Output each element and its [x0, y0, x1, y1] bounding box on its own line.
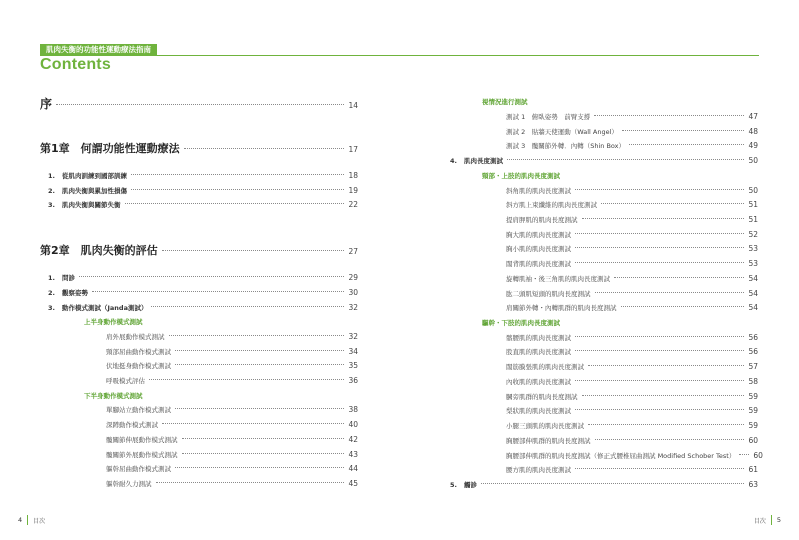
toc-entry-label: 觀察姿勢 — [62, 289, 88, 297]
toc-leader-dots — [182, 438, 345, 439]
toc-entry-label: 斜方肌上束纖維的肌肉長度測試 — [506, 201, 597, 209]
header-rule — [40, 55, 759, 56]
toc-entry-cat — [482, 97, 758, 106]
toc-entry-page: 27 — [348, 247, 358, 256]
toc-leader-dots — [131, 189, 344, 190]
toc-leader-dots — [739, 454, 749, 455]
toc-entry-number: 1. — [48, 172, 55, 180]
toc-entry-page: 32 — [348, 332, 358, 341]
toc-entry-page: 51 — [748, 200, 758, 209]
toc-entry-sec — [48, 186, 358, 195]
toc-leader-dots — [575, 247, 744, 248]
toc-leader-dots — [151, 306, 344, 307]
toc-entry-sub — [506, 127, 758, 136]
toc-entry-sub — [506, 333, 758, 342]
toc-entry-page: 51 — [748, 215, 758, 224]
toc-entry-number: 4. — [450, 157, 457, 165]
toc-entry-page: 56 — [748, 333, 758, 342]
toc-entry-page: 45 — [348, 479, 358, 488]
toc-entry-label: 提肩胛肌的肌肉長度測試 — [506, 216, 578, 224]
toc-entry-label: 胸大肌的肌肉長度測試 — [506, 231, 571, 239]
toc-entry-label: 髖關節伸展動作模式測試 — [106, 436, 178, 444]
toc-leader-dots — [156, 482, 345, 483]
toc-entry-page: 60 — [753, 451, 763, 460]
toc-entry-sub — [506, 451, 763, 460]
footer-divider — [27, 515, 28, 525]
toc-entry-chapter — [40, 242, 358, 258]
toc-entry-page: 61 — [748, 465, 758, 474]
toc-entry-number: 2. — [48, 187, 55, 195]
toc-entry-number: 3. — [48, 201, 55, 209]
toc-entry-number: 3. — [48, 304, 55, 312]
toc-entry-number: 2. — [48, 289, 55, 297]
toc-entry-label: 胸腰部伸肌群的肌肉長度測試（修正式腰椎屈曲測試 Modified Schober Test） — [506, 452, 736, 460]
toc-entry-label: 髂腰肌的肌肉長度測試 — [506, 334, 571, 342]
toc-entry-label: 單腳站立動作模式測試 — [106, 406, 171, 414]
toc-entry-sub — [106, 479, 358, 488]
toc-entry-page: 29 — [348, 273, 358, 282]
toc-entry-page: 47 — [748, 112, 758, 121]
toc-entry-label: 梨狀肌的肌肉長度測試 — [506, 407, 571, 415]
toc-entry-sec — [450, 480, 758, 489]
toc-leader-dots — [56, 104, 344, 105]
toc-leader-dots — [595, 292, 745, 293]
toc-entry-page: 42 — [348, 435, 358, 444]
toc-entry-sub — [506, 347, 758, 356]
toc-entry-page: 59 — [748, 392, 758, 401]
toc-leader-dots — [575, 189, 744, 190]
footer-divider — [771, 515, 772, 525]
toc-entry-label: 膕旁肌群的肌肉長度測試 — [506, 393, 578, 401]
toc-entry-label: 伏地挺身動作模式測試 — [106, 362, 171, 370]
toc-leader-dots — [622, 130, 745, 131]
toc-entry-sub — [106, 450, 358, 459]
toc-entry-sub — [106, 405, 358, 414]
toc-entry-page: 53 — [748, 244, 758, 253]
toc-entry-sub — [506, 465, 758, 474]
toc-entry-page: 18 — [348, 171, 358, 180]
toc-leader-dots — [507, 159, 744, 160]
toc-entry-sec — [450, 156, 758, 165]
toc-entry-sec — [48, 273, 358, 282]
toc-entry-sub — [506, 421, 758, 430]
toc-entry-sub — [506, 186, 758, 195]
toc-leader-dots — [582, 395, 745, 396]
toc-entry-sub — [506, 244, 758, 253]
toc-entry-label: 測試 3 髖關節外轉．內轉（Shin Box） — [506, 142, 626, 150]
toc-entry-sub — [106, 361, 358, 370]
toc-entry-sub — [506, 406, 758, 415]
toc-leader-dots — [175, 408, 344, 409]
toc-leader-dots — [175, 364, 344, 365]
footer-left-page: 4 — [18, 516, 23, 524]
toc-entry-label: 股直肌的肌肉長度測試 — [506, 348, 571, 356]
toc-entry-page: 36 — [348, 376, 358, 385]
toc-leader-dots — [575, 350, 744, 351]
toc-entry-sub — [506, 200, 758, 209]
toc-leader-dots — [162, 423, 344, 424]
toc-entry-page: 49 — [748, 141, 758, 150]
toc-entry-page: 50 — [748, 186, 758, 195]
toc-entry-sec — [48, 288, 358, 297]
toc-entry-label: 上半身動作模式測試 — [84, 318, 143, 326]
toc-entry-sec — [48, 303, 358, 312]
toc-entry-label: 闊筋膜張肌的肌肉長度測試 — [506, 363, 584, 371]
toc-entry-page: 56 — [748, 347, 758, 356]
toc-entry-sub — [106, 347, 358, 356]
toc-entry-page: 14 — [348, 101, 358, 110]
toc-entry-label: 呼吸模式評估 — [106, 377, 145, 385]
toc-entry-page: 22 — [348, 200, 358, 209]
toc-entry-sub — [506, 112, 758, 121]
toc-entry-label: 軀幹耐久力測試 — [106, 480, 152, 488]
toc-entry-page: 34 — [348, 347, 358, 356]
toc-leader-dots — [588, 424, 744, 425]
toc-entry-label: 闊背肌的肌肉長度測試 — [506, 260, 571, 268]
toc-leader-dots — [575, 409, 744, 410]
toc-entry-label: 內收肌的肌肉長度測試 — [506, 378, 571, 386]
toc-entry-sub — [506, 141, 758, 150]
toc-entry-sub — [106, 376, 358, 385]
toc-entry-label: 斜角肌的肌肉長度測試 — [506, 187, 571, 195]
toc-entry-label: 肩關節外轉・內轉肌群的肌肉長度測試 — [506, 304, 617, 312]
toc-entry-page: 54 — [748, 303, 758, 312]
toc-leader-dots — [594, 115, 744, 116]
footer-right-page: 5 — [776, 516, 781, 524]
toc-entry-page: 43 — [348, 450, 358, 459]
toc-entry-page: 35 — [348, 361, 358, 370]
toc-entry-label: 腰方肌的肌肉長度測試 — [506, 466, 571, 474]
toc-leader-dots — [601, 203, 744, 204]
toc-entry-sub — [506, 303, 758, 312]
toc-entry-sub — [106, 332, 358, 341]
toc-entry-page: 32 — [348, 303, 358, 312]
toc-entry-page: 44 — [348, 464, 358, 473]
toc-entry-page: 17 — [348, 145, 358, 154]
toc-leader-dots — [125, 203, 345, 204]
toc-leader-dots — [169, 335, 345, 336]
toc-leader-dots — [575, 468, 744, 469]
toc-entry-label: 測試 1 俯臥姿勢 前臂支撐 — [506, 113, 591, 121]
toc-entry-label: 軀幹屈曲動作模式測試 — [106, 465, 171, 473]
toc-leader-dots — [629, 144, 744, 145]
toc-entry-label: 第1章 何謂功能性運動療法 — [40, 142, 180, 155]
toc-entry-page: 40 — [348, 420, 358, 429]
toc-entry-sub — [506, 259, 758, 268]
toc-leader-dots — [575, 336, 744, 337]
toc-leader-dots — [614, 277, 744, 278]
footer-right — [754, 515, 781, 525]
toc-entry-label: 觸診 — [464, 481, 477, 489]
toc-entry-page: 54 — [748, 274, 758, 283]
toc-entry-label: 下半身動作模式測試 — [84, 392, 143, 400]
toc-entry-cat — [84, 391, 358, 400]
toc-entry-page: 59 — [748, 421, 758, 430]
toc-entry-page: 53 — [748, 259, 758, 268]
toc-leader-dots — [184, 148, 345, 149]
toc-entry-label: 問診 — [62, 274, 75, 282]
contents-title: Contents — [40, 56, 111, 73]
toc-entry-label: 驅幹・下肢的肌肉長度測試 — [482, 319, 560, 327]
toc-entry-number: 1. — [48, 274, 55, 282]
toc-entry-chapter — [40, 140, 358, 156]
toc-entry-sub — [106, 435, 358, 444]
toc-entry-label: 頸部屈曲動作模式測試 — [106, 348, 171, 356]
toc-leader-dots — [621, 306, 745, 307]
toc-entry-cat — [84, 317, 358, 326]
toc-entry-preface — [40, 95, 358, 112]
toc-leader-dots — [162, 250, 345, 251]
toc-leader-dots — [182, 453, 345, 454]
toc-leader-dots — [588, 365, 744, 366]
toc-entry-page: 52 — [748, 230, 758, 239]
toc-entry-page: 58 — [748, 377, 758, 386]
toc-entry-sub — [506, 377, 758, 386]
toc-entry-page: 30 — [348, 288, 358, 297]
toc-leader-dots — [175, 350, 344, 351]
toc-entry-sub — [506, 289, 758, 298]
toc-leader-dots — [92, 291, 344, 292]
toc-leader-dots — [575, 380, 744, 381]
toc-entry-label: 肱二頭肌短頭的肌肉長度測試 — [506, 290, 591, 298]
toc-entry-label: 肌肉長度測試 — [464, 157, 503, 165]
toc-entry-label: 序 — [40, 97, 53, 111]
toc-entry-page: 50 — [748, 156, 758, 165]
toc-entry-label: 旋轉肌袖・後三角肌的肌肉長度測試 — [506, 275, 610, 283]
toc-leader-dots — [481, 483, 744, 484]
toc-leader-dots — [595, 439, 745, 440]
toc-entry-page: 48 — [748, 127, 758, 136]
header-tag: 肌肉失衡的功能性運動療法指南 — [40, 44, 157, 55]
toc-entry-sub — [506, 436, 758, 445]
toc-entry-label: 深蹲動作模式測試 — [106, 421, 158, 429]
toc-entry-label: 肌肉失衡與累加性損傷 — [62, 187, 127, 195]
toc-entry-sub — [506, 274, 758, 283]
toc-entry-cat — [482, 318, 758, 327]
footer-left — [18, 515, 45, 525]
toc-entry-page: 54 — [748, 289, 758, 298]
toc-entry-label: 視情況進行測試 — [482, 98, 528, 106]
toc-entry-label: 髖關節外展動作模式測試 — [106, 451, 178, 459]
toc-leader-dots — [175, 467, 344, 468]
toc-entry-sub — [506, 362, 758, 371]
toc-entry-page: 57 — [748, 362, 758, 371]
toc-entry-page: 63 — [748, 480, 758, 489]
toc-entry-sec — [48, 171, 358, 180]
toc-leader-dots — [131, 174, 344, 175]
footer-right-label: 目次 — [753, 517, 766, 525]
toc-entry-label: 第2章 肌肉失衡的評估 — [40, 244, 158, 257]
toc-entry-label: 肩外展動作模式測試 — [106, 333, 165, 341]
toc-entry-label: 小腿三頭肌的肌肉長度測試 — [506, 422, 584, 430]
toc-entry-label: 肌肉失衡與關節失衡 — [62, 201, 121, 209]
toc-entry-label: 胸小肌的肌肉長度測試 — [506, 245, 571, 253]
toc-leader-dots — [575, 262, 744, 263]
toc-entry-cat — [482, 171, 758, 180]
footer-left-label: 目次 — [33, 517, 46, 525]
toc-entry-page: 38 — [348, 405, 358, 414]
toc-leader-dots — [149, 379, 344, 380]
toc-entry-sub — [506, 215, 758, 224]
toc-entry-sub — [506, 230, 758, 239]
toc-entry-sub — [106, 420, 358, 429]
toc-entry-page: 60 — [748, 436, 758, 445]
toc-entry-label: 動作模式測試（Janda測試） — [62, 304, 148, 312]
toc-entry-sub — [506, 392, 758, 401]
toc-entry-sec — [48, 200, 358, 209]
toc-entry-label: 測試 2 貼牆天使運動（Wall Angel） — [506, 128, 618, 136]
toc-entry-page: 59 — [748, 406, 758, 415]
toc-entry-label: 胸腰部伸肌群的肌肉長度測試 — [506, 437, 591, 445]
toc-entry-label: 從肌肉訓練到國部訓練 — [62, 172, 127, 180]
toc-entry-sub — [106, 464, 358, 473]
toc-entry-number: 5. — [450, 481, 457, 489]
toc-leader-dots — [582, 218, 745, 219]
toc-entry-page: 19 — [348, 186, 358, 195]
toc-leader-dots — [575, 233, 744, 234]
toc-leader-dots — [79, 276, 344, 277]
toc-entry-label: 頸部・上肢的肌肉長度測試 — [482, 172, 560, 180]
